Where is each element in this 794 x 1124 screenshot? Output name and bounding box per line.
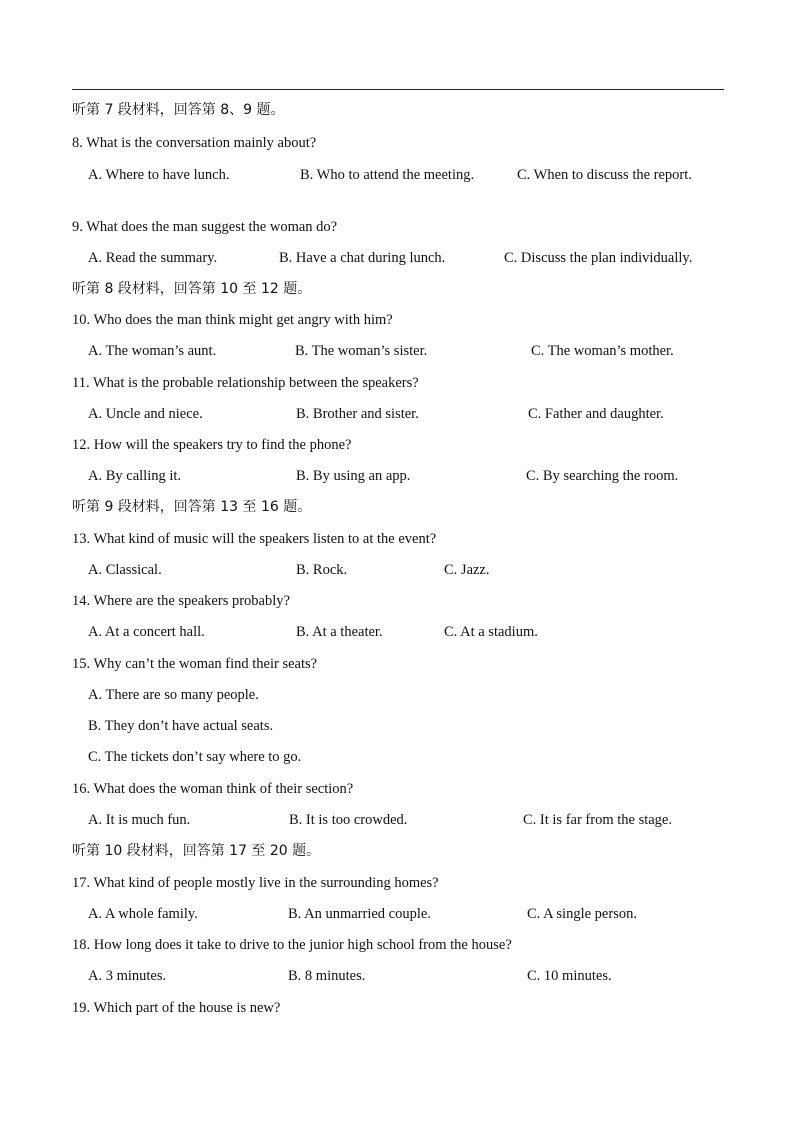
- option-15a: A. There are so many people.: [88, 687, 259, 703]
- option-10a: A. The woman’s aunt.: [88, 343, 217, 359]
- option-16c: C. It is far from the stage.: [523, 812, 672, 828]
- question-16: 16. What does the woman think of their section?: [72, 781, 354, 797]
- option-9a: A. Read the summary.: [88, 250, 218, 266]
- option-16a: A. It is much fun.: [88, 812, 191, 828]
- option-18b: B. 8 minutes.: [288, 968, 366, 984]
- question-15: 15. Why can’t the woman find their seats?: [72, 656, 318, 672]
- option-18c: C. 10 minutes.: [527, 968, 612, 984]
- section-heading-9: 听第 9 段材料，回答第 13 至 16 题。: [72, 499, 312, 515]
- section-heading-7: 听第 7 段材料，回答第 8、9 题。: [72, 102, 285, 118]
- option-17a: A. A whole family.: [88, 906, 198, 922]
- section-heading-10: 听第 10 段材料，回答第 17 至 20 题。: [72, 843, 321, 859]
- option-11c: C. Father and daughter.: [528, 406, 664, 422]
- question-10: 10. Who does the man think might get angry with him?: [72, 312, 393, 328]
- section-heading-8: 听第 8 段材料，回答第 10 至 12 题。: [72, 281, 312, 297]
- option-13a: A. Classical.: [88, 562, 162, 578]
- question-17: 17. What kind of people mostly live in the surrounding homes?: [72, 875, 439, 891]
- option-14c: C. At a stadium.: [444, 624, 538, 640]
- question-18: 18. How long does it take to drive to the junior high school from the house?: [72, 937, 512, 953]
- question-13: 13. What kind of music will the speakers listen to at the event?: [72, 531, 437, 547]
- option-9b: B. Have a chat during lunch.: [279, 250, 446, 266]
- option-10b: B. The woman’s sister.: [295, 343, 428, 359]
- question-14: 14. Where are the speakers probably?: [72, 593, 290, 609]
- option-17b: B. An unmarried couple.: [288, 906, 431, 922]
- option-13b: B. Rock.: [296, 562, 348, 578]
- option-15b: B. They don’t have actual seats.: [88, 718, 274, 734]
- option-12a: A. By calling it.: [88, 468, 182, 484]
- option-11a: A. Uncle and niece.: [88, 406, 203, 422]
- option-14a: A. At a concert hall.: [88, 624, 205, 640]
- question-12: 12. How will the speakers try to find the phone?: [72, 437, 352, 453]
- option-11b: B. Brother and sister.: [296, 406, 419, 422]
- option-14b: B. At a theater.: [296, 624, 383, 640]
- option-8b: B. Who to attend the meeting.: [300, 167, 475, 183]
- option-17c: C. A single person.: [527, 906, 637, 922]
- question-19: 19. Which part of the house is new?: [72, 1000, 281, 1016]
- option-15c: C. The tickets don’t say where to go.: [88, 749, 302, 765]
- option-8c: C. When to discuss the report.: [517, 167, 692, 183]
- option-12c: C. By searching the room.: [526, 468, 679, 484]
- option-16b: B. It is too crowded.: [289, 812, 408, 828]
- question-9: 9. What does the man suggest the woman do?: [72, 219, 338, 235]
- question-11: 11. What is the probable relationship between the speakers?: [72, 375, 419, 391]
- option-12b: B. By using an app.: [296, 468, 411, 484]
- option-8a: A. Where to have lunch.: [88, 167, 230, 183]
- option-13c: C. Jazz.: [444, 562, 490, 578]
- option-10c: C. The woman’s mother.: [531, 343, 674, 359]
- option-18a: A. 3 minutes.: [88, 968, 167, 984]
- header-rule: [72, 89, 724, 90]
- option-9c: C. Discuss the plan individually.: [504, 250, 693, 266]
- question-8: 8. What is the conversation mainly about?: [72, 135, 317, 151]
